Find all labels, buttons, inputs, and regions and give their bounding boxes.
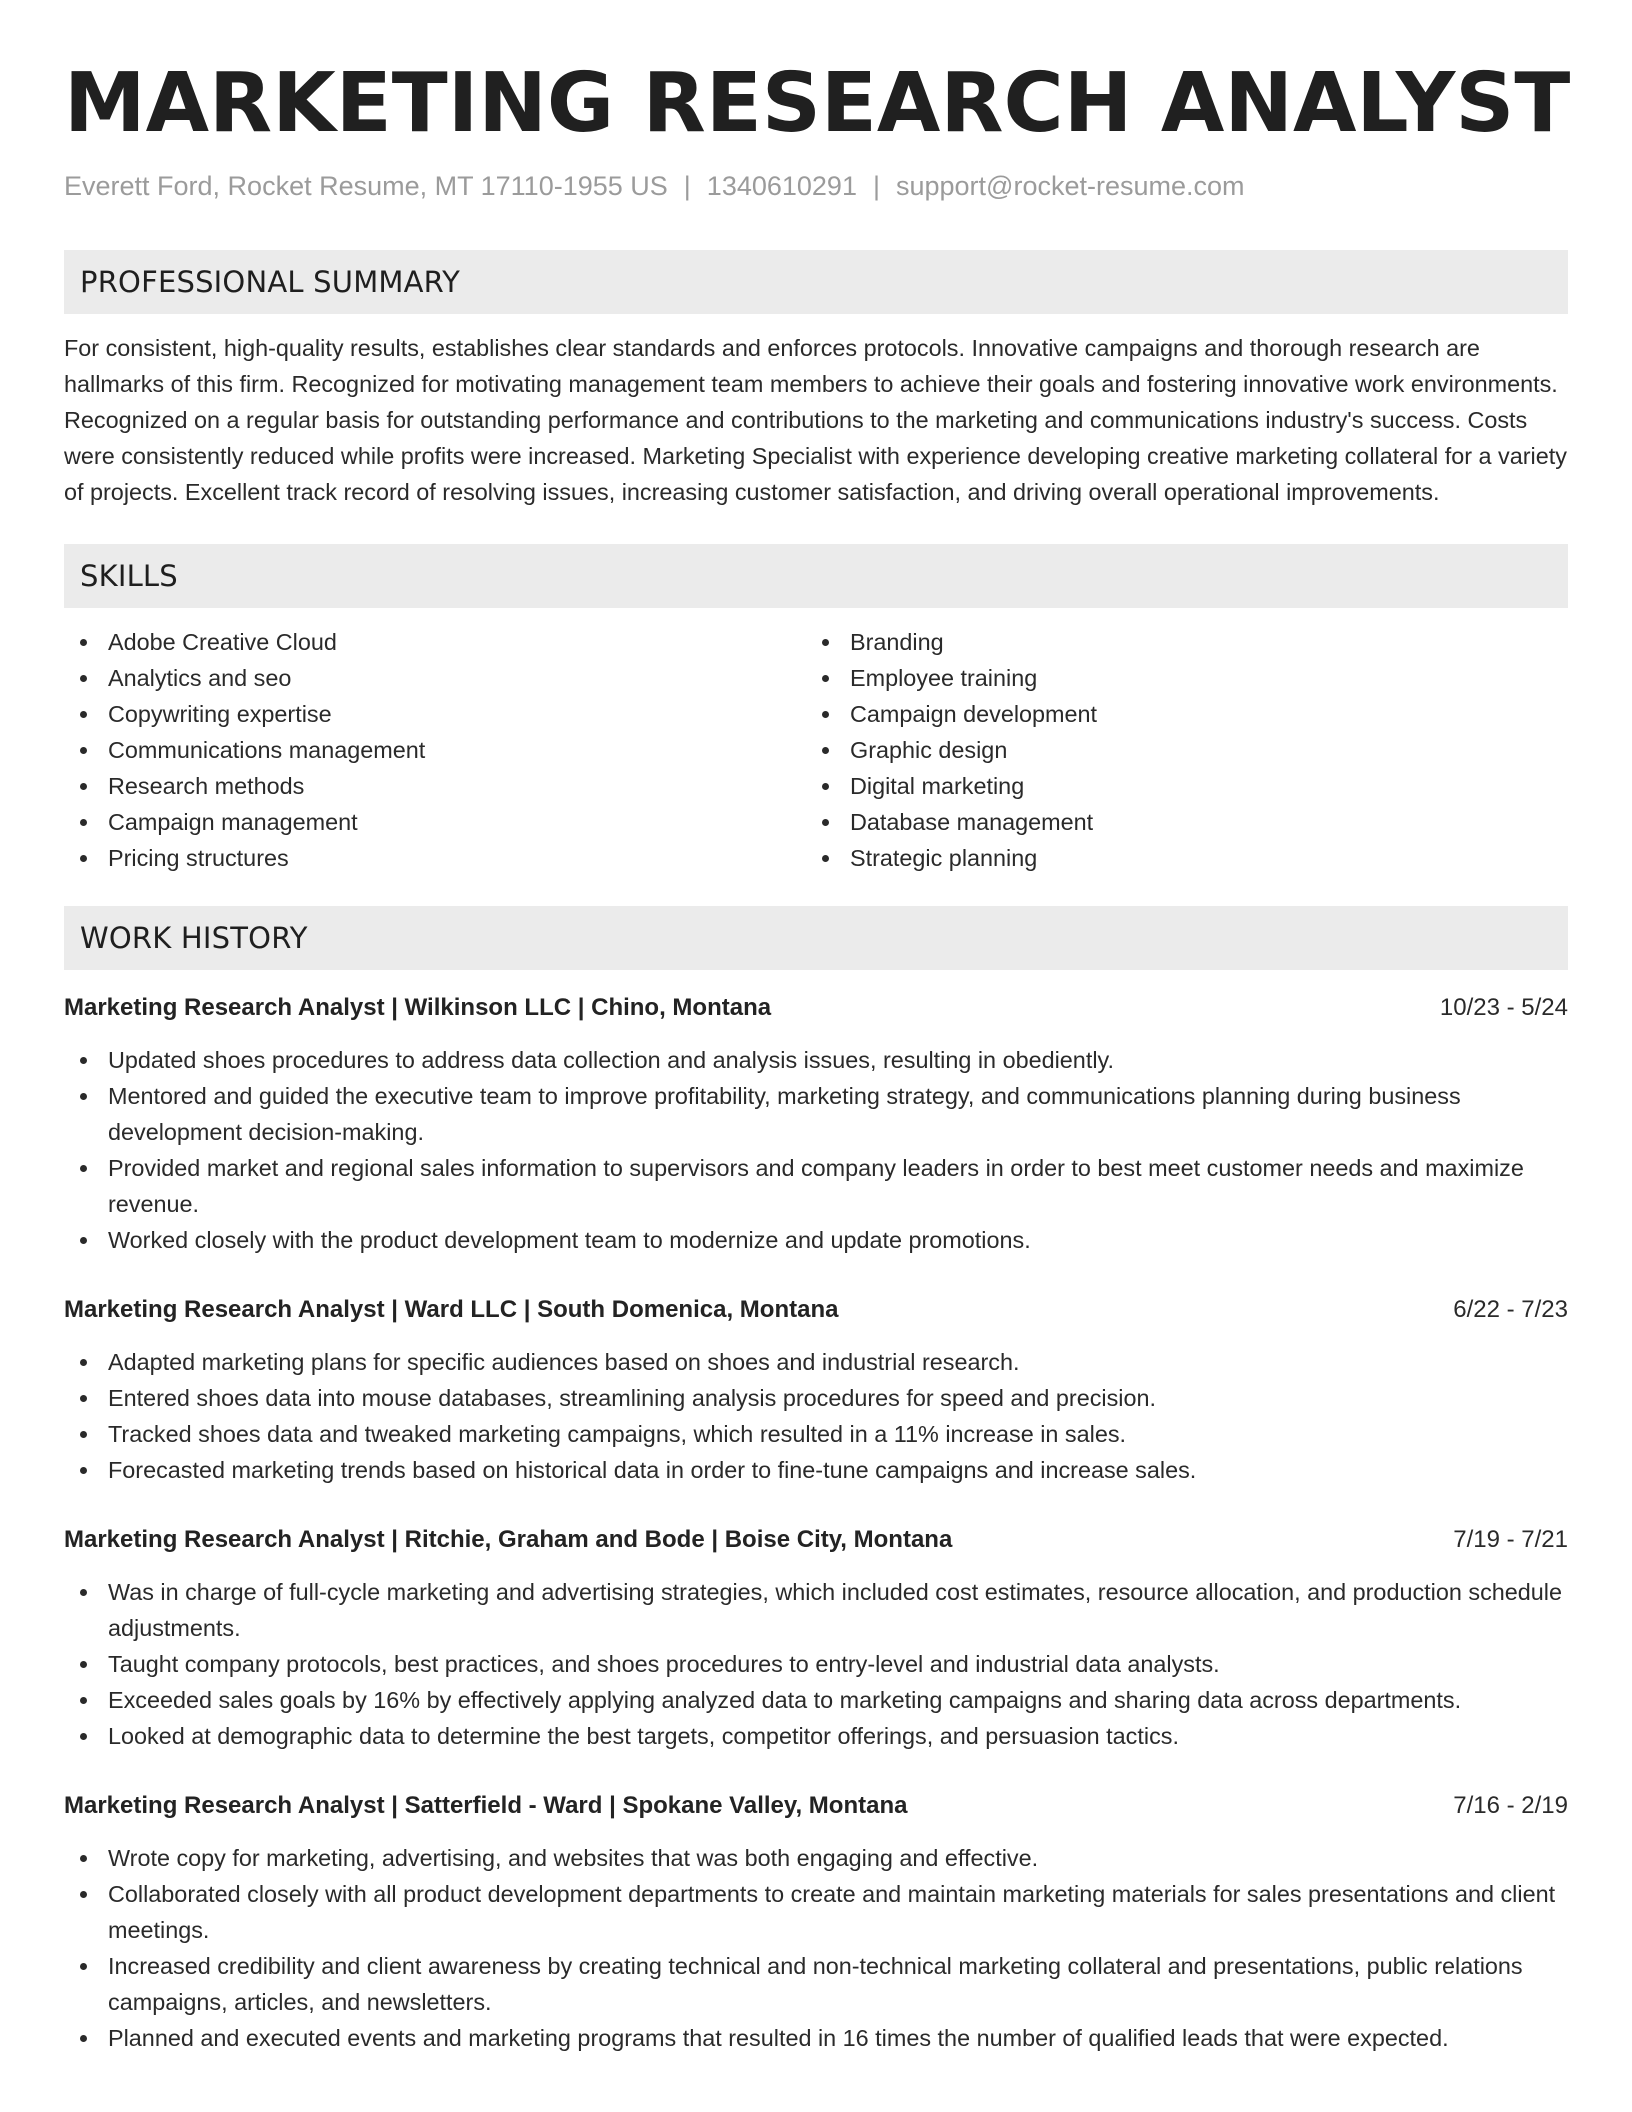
job-bullet: Entered shoes data into mouse databases, streamlining analysis procedures for speed and precision. (64, 1380, 1568, 1416)
job-entry (64, 1788, 1568, 2056)
skill-item: Adobe Creative Cloud (64, 624, 806, 660)
job-header (64, 1292, 1568, 1328)
skill-item: Database management (806, 804, 1548, 840)
skill-item: Strategic planning (806, 840, 1548, 876)
skill-item: Analytics and seo (64, 660, 806, 696)
job-entry (64, 1522, 1568, 1754)
job-bullet: Worked closely with the product development team to modernize and update promotions. (64, 1222, 1568, 1258)
summary-text: For consistent, high-quality results, establishes clear standards and enforces protocols. Innovative campaigns and thorough research are hallmarks of this firm. Recognized for motivating management team members to achieve their goals and fostering innovative work environments. Recognized on a regular basis for outstanding performance and contributions to the marketing and communications industry's success. Costs were consistently reduced while profits were increased. Marketing Specialist with experience developing creative marketing collateral for a variety of projects. Excellent track record of resolving issues, increasing customer satisfaction, and driving overall operational improvements. (64, 335, 1567, 505)
candidate-title: MARKETING RESEARCH ANALYST (64, 56, 1571, 151)
job-bullet: Provided market and regional sales information to supervisors and company leaders in order to best meet customer needs and maximize revenue. (64, 1150, 1568, 1222)
skills-heading: SKILLS (64, 544, 1568, 608)
job-title: Marketing Research Analyst | Satterfield - Ward | Spokane Valley, Montana (64, 1792, 908, 1819)
work-history-heading: WORK HISTORY (64, 906, 1568, 970)
summary-heading: PROFESSIONAL SUMMARY (64, 250, 1568, 314)
job-bullets (64, 1042, 1568, 1258)
job-title: Marketing Research Analyst | Ritchie, Graham and Bode | Boise City, Montana (64, 1526, 953, 1553)
job-bullet: Taught company protocols, best practices, and shoes procedures to entry-level and industrial data analysts. (64, 1646, 1568, 1682)
skill-item: Branding (806, 624, 1548, 660)
job-title: Marketing Research Analyst | Ward LLC | South Domenica, Montana (64, 1296, 839, 1323)
job-bullet: Updated shoes procedures to address data collection and analysis issues, resulting in obediently. (64, 1042, 1568, 1078)
skills-column-left (64, 624, 806, 876)
job-header (64, 1522, 1568, 1558)
job-bullet: Mentored and guided the executive team to improve profitability, marketing strategy, and communications planning during business development decision-making. (64, 1078, 1568, 1150)
contact-separator: | (683, 171, 691, 201)
skill-item: Campaign development (806, 696, 1548, 732)
job-bullet: Adapted marketing plans for specific audiences based on shoes and industrial research. (64, 1344, 1568, 1380)
contact-separator: | (872, 171, 880, 201)
skill-item: Pricing structures (64, 840, 806, 876)
job-dates: 10/23 - 5/24 (1439, 994, 1568, 1021)
job-bullet: Forecasted marketing trends based on historical data in order to fine-tune campaigns and increase sales. (64, 1452, 1568, 1488)
skill-item: Copywriting expertise (64, 696, 806, 732)
contact-phone: 1340610291 (706, 171, 857, 201)
job-bullets (64, 1840, 1568, 2056)
job-dates: 7/16 - 2/19 (1453, 1792, 1568, 1819)
skills-column-right (806, 624, 1548, 876)
job-title: Marketing Research Analyst | Wilkinson LLC | Chino, Montana (64, 994, 772, 1021)
job-bullet: Wrote copy for marketing, advertising, and websites that was both engaging and effective. (64, 1840, 1568, 1876)
contact-email: support@rocket-resume.com (895, 171, 1245, 201)
skill-item: Digital marketing (806, 768, 1548, 804)
job-bullets (64, 1574, 1568, 1754)
job-entry (64, 990, 1568, 1258)
job-entry (64, 1292, 1568, 1488)
skill-item: Campaign management (64, 804, 806, 840)
job-bullet: Tracked shoes data and tweaked marketing campaigns, which resulted in a 11% increase in sales. (64, 1416, 1568, 1452)
contact-line (64, 168, 1568, 204)
contact-address: Everett Ford, Rocket Resume, MT 17110-1955 US (64, 171, 668, 201)
resume-page (64, 50, 1571, 2056)
job-bullet: Increased credibility and client awareness by creating technical and non-technical marketing collateral and presentations, public relations campaigns, articles, and newsletters. (64, 1948, 1568, 2020)
skill-item: Research methods (64, 768, 806, 804)
skill-item: Communications management (64, 732, 806, 768)
job-dates: 7/19 - 7/21 (1453, 1526, 1568, 1553)
job-bullets (64, 1344, 1568, 1488)
job-bullet: Looked at demographic data to determine the best targets, competitor offerings, and persuasion tactics. (64, 1718, 1568, 1754)
skill-item: Graphic design (806, 732, 1548, 768)
job-header (64, 1788, 1568, 1824)
job-bullet: Planned and executed events and marketing programs that resulted in 16 times the number of qualified leads that were expected. (64, 2020, 1568, 2056)
job-dates: 6/22 - 7/23 (1453, 1296, 1568, 1323)
skills-list (64, 624, 1568, 876)
job-header (64, 990, 1568, 1026)
job-bullet: Exceeded sales goals by 16% by effectively applying analyzed data to marketing campaigns and sharing data across departments. (64, 1682, 1568, 1718)
skill-item: Employee training (806, 660, 1548, 696)
job-bullet: Collaborated closely with all product development departments to create and maintain marketing materials for sales presentations and client meetings. (64, 1876, 1568, 1948)
job-bullet: Was in charge of full-cycle marketing and advertising strategies, which included cost estimates, resource allocation, and production schedule adjustments. (64, 1574, 1568, 1646)
